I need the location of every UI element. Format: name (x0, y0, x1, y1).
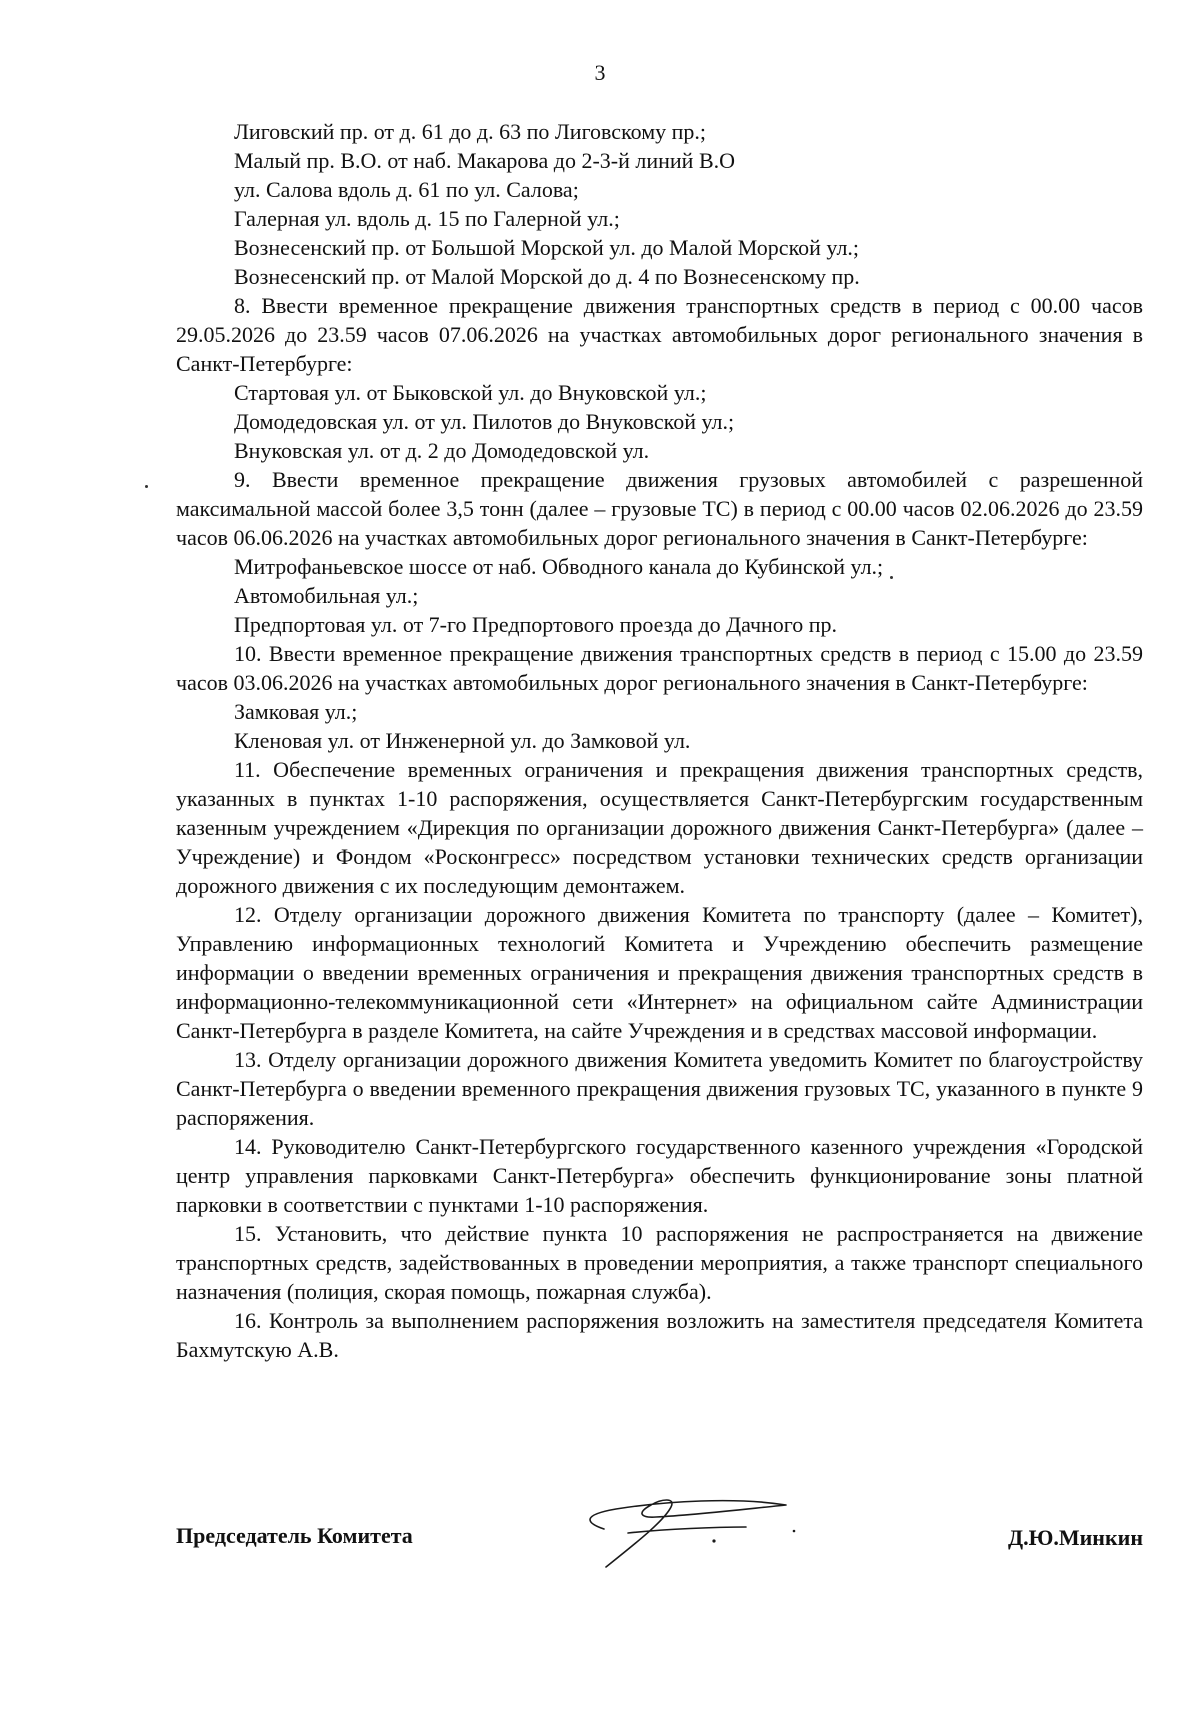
item-16-paragraph: 16. Контроль за выполнением распоряжения возложить на заместителя председателя Комитета Бахмутскую А.В. (176, 1308, 1143, 1362)
signature-block (176, 1485, 1143, 1585)
signatory-name: Д.Ю.Минкин (1007, 1525, 1143, 1550)
item-12-paragraph: 12. Отделу организации дорожного движения Комитета по транспорту (далее – Комитет), Управлению информационных технологий Комитета и Учреждению обеспечить размещение информации о введении временных ограничения и прекращения движения транспортных средств в информационно-телекоммуникационной сети «Интернет» на официальном сайте Администрации Санкт-Петербурга в разделе Комитета, на сайте Учреждения и в средствах массовой информации. (176, 902, 1143, 1043)
road-line: Лиговский пр. от д. 61 до д. 63 по Лиговскому пр.; (234, 119, 707, 144)
road-line: Вознесенский пр. от Малой Морской до д. 4 по Вознесенскому пр. (234, 264, 860, 289)
item-14-paragraph: 14. Руководителю Санкт-Петербургского государственного казенного учреждения «Городской центр управления парковками Санкт-Петербурга» обеспечить функционирование зоны платной парковки в соответствии с пунктами 1-10 распоряжения. (176, 1134, 1143, 1217)
item-8-road: Стартовая ул. от Быковской ул. до Внуковской ул.; (234, 380, 707, 405)
item-9-road: Предпортовая ул. от 7-го Предпортового проезда до Дачного пр. (234, 612, 838, 637)
item-8-road: Внуковская ул. от д. 2 до Домодедовской ул. (234, 438, 650, 463)
item-8-road: Домодедовская ул. от ул. Пилотов до Внуковской ул.; (234, 409, 735, 434)
item-9-paragraph: 9. Ввести временное прекращение движения грузовых автомобилей с разрешенной максимальной массой более 3,5 тонн (далее – грузовые ТС) в период с 00.00 часов 02.06.2026 до 23.59 часов 06.06.2026 на участках автомобильных дорог регионального значения в Санкт-Петербурге: (176, 467, 1143, 550)
item-15-paragraph: 15. Установить, что действие пункта 10 распоряжения не распространяется на движение транспортных средств, задействованных в проведении мероприятия, а также транспорт специального назначения (полиция, скорая помощь, пожарная служба). (176, 1221, 1143, 1304)
item-9-road: Митрофаньевское шоссе от наб. Обводного канала до Кубинской ул.; (234, 554, 884, 579)
item-8-paragraph: 8. Ввести временное прекращение движения транспортных средств в период с 00.00 часов 29.05.2026 до 23.59 часов 07.06.2026 на участках автомобильных дорог регионального значения в Санкт-Петербурге: (176, 293, 1143, 376)
scan-speck (145, 485, 148, 488)
item-11-paragraph: 11. Обеспечение временных ограничения и прекращения движения транспортных средств, указанных в пунктах 1-10 распоряжения, осуществляется Санкт-Петербургским государственным казенным учреждением «Дирекция по организации дорожного движения Санкт-Петербурга» (далее – Учреждение) и Фондом «Росконгресс» посредством установки технических средств организации дорожного движения с их последующим демонтажем. (176, 757, 1143, 898)
road-line: Галерная ул. вдоль д. 15 по Галерной ул.; (234, 206, 620, 231)
item-9-road: Автомобильная ул.; (234, 583, 419, 608)
document-body (176, 117, 1143, 1364)
road-line: Малый пр. В.О. от наб. Макарова до 2-3-й линий В.О (234, 148, 736, 173)
signatory-title: Председатель Комитета (176, 1523, 413, 1548)
item-10-road: Замковая ул.; (234, 699, 358, 724)
handwritten-signature (546, 1485, 806, 1585)
item-10-paragraph: 10. Ввести временное прекращение движения транспортных средств в период с 15.00 до 23.59 часов 03.06.2026 на участках автомобильных дорог регионального значения в Санкт-Петербурге: (176, 641, 1143, 695)
road-line: Вознесенский пр. от Большой Морской ул. до Малой Морской ул.; (234, 235, 860, 260)
item-10-road: Кленовая ул. от Инженерной ул. до Замковой ул. (234, 728, 691, 753)
page-number: 3 (594, 60, 606, 85)
item-13-paragraph: 13. Отделу организации дорожного движения Комитета уведомить Комитет по благоустройству Санкт-Петербурга о введении временного прекращения движения грузовых ТС, указанного в пункте 9 распоряжения. (176, 1047, 1143, 1130)
scan-speck (890, 576, 893, 579)
road-line: ул. Салова вдоль д. 61 по ул. Салова; (234, 177, 579, 202)
